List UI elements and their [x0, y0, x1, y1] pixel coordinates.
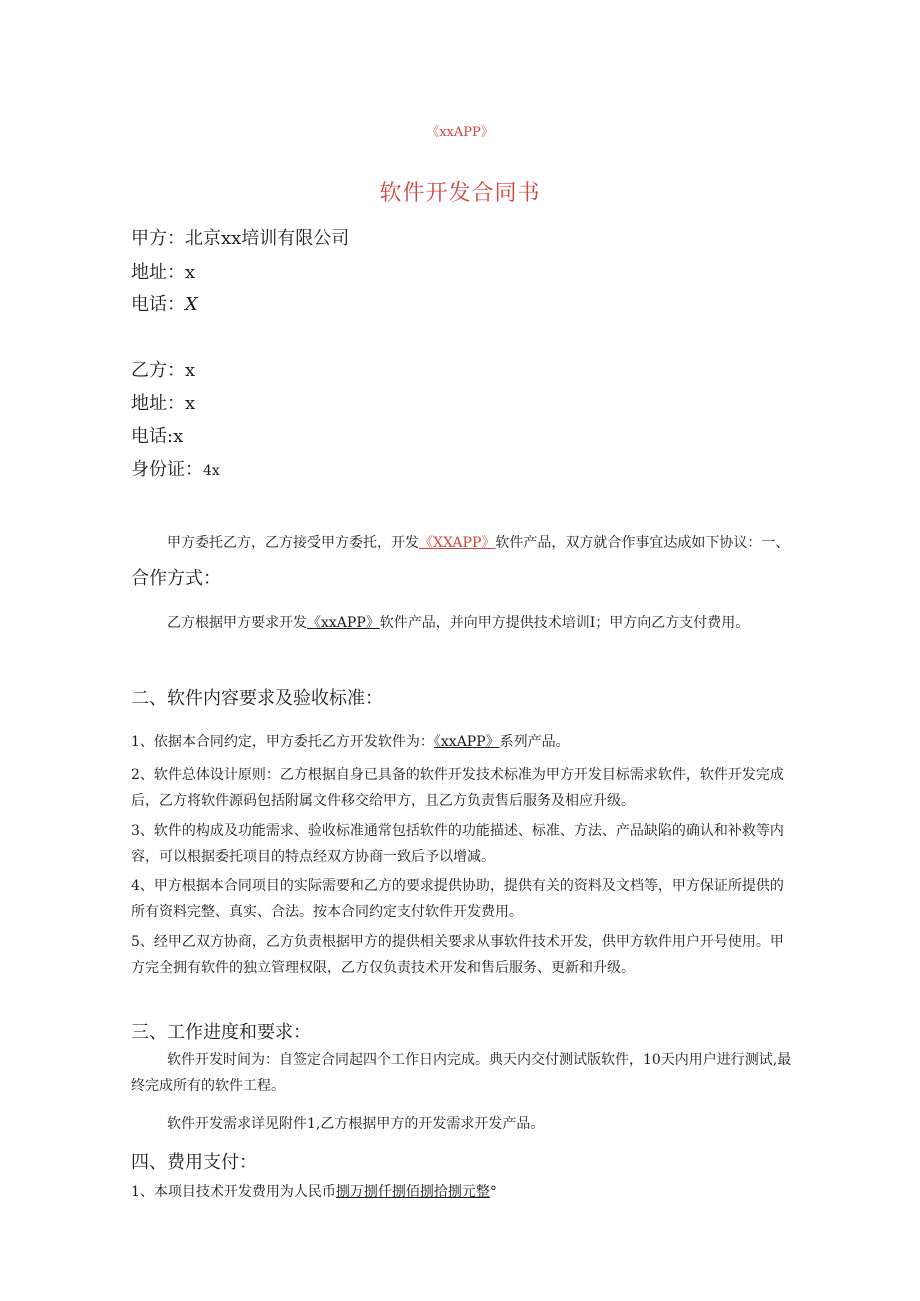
section2-item3-line1: 3、软件的构成及功能需求、验收标准通常包括软件的功能描述、标准、方法、产品缺陷的确认和补救等内 — [131, 823, 784, 839]
section2-item1-before: 1、依据本合同约定，甲方委托乙方开发软件为： — [131, 734, 434, 750]
party-a-name — [131, 224, 349, 250]
section2-title: 二、软件内容要求及验收标准： — [131, 688, 383, 709]
section2-item3 — [131, 818, 861, 870]
intro-text-before: 甲方委托乙方，乙方接受甲方委托，开发 — [167, 535, 419, 551]
intro-paragraph — [167, 532, 789, 552]
section4-item1-before: 1、本项目技术开发费用为人民币 — [131, 1184, 336, 1200]
section2-item4 — [131, 873, 861, 925]
party-b-address — [131, 389, 195, 415]
section3-para1-line2: 终完成所有的软件工程。 — [131, 1078, 285, 1094]
party-b-phone — [131, 422, 183, 448]
intro-text-after: 软件产品，双方就合作事宜达成如下协议：一、 — [495, 535, 790, 551]
party-b-address-value: x — [185, 393, 196, 414]
section3-para1 — [131, 1047, 861, 1099]
section2-item2 — [131, 762, 861, 814]
section2-item5-line1: 5、经甲乙双方协商，乙方负责根据甲方的提供相关要求从事软件技术开发，供甲方软件用户开号使用。甲 — [131, 934, 784, 950]
section3-para2: 软件开发需求详见附件1,乙方根据甲方的开发需求开发产品。 — [167, 1116, 545, 1132]
document-title: 软件开发合同书 — [379, 181, 541, 206]
section2-item4-line2: 所有资料完整、真实、合法。按本合同约定支付软件开发费用。 — [131, 904, 523, 920]
section2-item1 — [131, 731, 570, 751]
party-b-id-value: 4x — [203, 463, 220, 479]
party-b-id — [131, 455, 220, 481]
party-b-phone-label: 电话: — [131, 426, 174, 447]
section1-title: 合作方式： — [131, 568, 221, 589]
party-b-phone-value: x — [173, 426, 184, 447]
section1-product-name: 《xxAPP》 — [307, 615, 380, 631]
party-a-phone-value: X — [185, 294, 198, 315]
party-b-id-label: 身份证： — [131, 459, 203, 480]
intro-product-name: 《XXAPP》 — [419, 535, 496, 551]
section2-item1-product: 《xxAPP》 — [433, 734, 500, 750]
party-b-name-value: x — [185, 360, 196, 381]
section4-item1-amount: 捌万捌仟捌佰捌拾捌元整 — [335, 1184, 490, 1200]
party-a-name-value: 北京xx培训有限公司 — [185, 228, 350, 249]
section3-title: 三、工作进度和要求： — [131, 1022, 311, 1043]
app-tag: 《xxAPP》 — [426, 125, 494, 140]
section3-para1-line1: 软件开发时间为：自签定合同起四个工作日内完成。典天内交付测试版软件，10天内用户进行测试,最 — [167, 1052, 792, 1068]
party-a-address-value: x — [185, 262, 196, 283]
party-a-address-label: 地址： — [131, 262, 185, 283]
section4-item1 — [131, 1181, 497, 1201]
section2-item5-line2: 方完全拥有软件的独立管理权限，乙方仅负责技术开发和售后服务、更新和升级。 — [131, 960, 635, 976]
party-a-phone-label: 电话： — [131, 294, 185, 315]
party-a-name-label: 甲方： — [131, 228, 185, 249]
party-b-name — [131, 356, 195, 382]
section4-item1-after: ° — [489, 1184, 497, 1200]
section2-item1-after: 系列产品。 — [499, 734, 570, 750]
section1-text-before: 乙方根据甲方要求开发 — [167, 615, 307, 631]
party-a-phone — [131, 290, 198, 316]
party-b-address-label: 地址： — [131, 393, 185, 414]
section2-item2-line1: 2、软件总体设计原则：乙方根据自身已具备的软件开发技术标准为甲方开发目标需求软件，软件开发完成 — [131, 767, 784, 783]
party-b-name-label: 乙方： — [131, 360, 185, 381]
section2-item4-line1: 4、甲方根据本合同项目的实际需要和乙方的要求提供协助，提供有关的资料及文档等，甲方保证所提供的 — [131, 878, 784, 894]
section1-text-after: 软件产品，并向甲方提供技术培训I；甲方向乙方支付费用。 — [379, 615, 750, 631]
party-a-address — [131, 258, 195, 284]
section2-item5 — [131, 929, 861, 981]
section4-title: 四、费用支付： — [131, 1152, 257, 1173]
section1-text — [167, 612, 749, 632]
section2-item3-line2: 容，可以根据委托项目的特点经双方协商一致后予以增减。 — [131, 849, 495, 865]
section2-item2-line2: 后，乙方将软件源码包括附属文件移交给甲方，且乙方负责售后服务及相应升级。 — [131, 793, 635, 809]
